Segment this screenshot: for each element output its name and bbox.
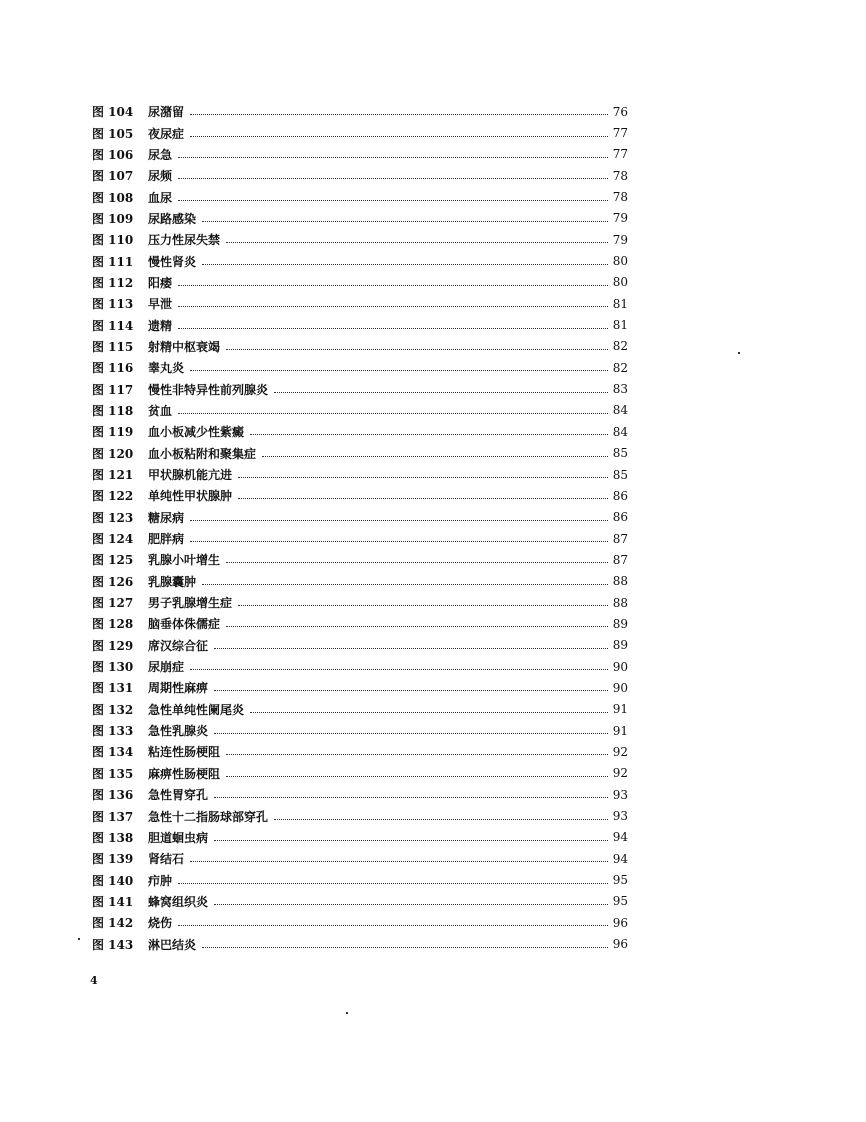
dot-leader: [274, 392, 608, 393]
dot-leader: [238, 498, 608, 499]
figure-label: 图 135: [92, 766, 134, 781]
dot-leader: [226, 754, 608, 755]
figure-label: 图 139: [92, 852, 134, 867]
figure-label: 图 113: [92, 297, 134, 312]
dot-leader: [202, 221, 608, 222]
figure-label: 图 133: [92, 724, 134, 739]
page-ref: 89: [612, 638, 628, 653]
dot-leader: [226, 349, 608, 350]
figure-label: 图 115: [92, 339, 134, 354]
figure-label: 图 111: [92, 254, 134, 269]
entry-title: 疖肿: [148, 873, 173, 888]
entry-title: 烧伤: [148, 916, 173, 931]
toc-entry: [92, 528, 628, 549]
figure-label: 图 125: [92, 553, 134, 568]
figure-label: 图 104: [92, 105, 134, 120]
page-ref: 82: [612, 360, 628, 375]
dot-leader: [226, 242, 608, 243]
figure-label: 图 118: [92, 403, 134, 418]
entry-title: 阳痿: [148, 275, 173, 290]
dot-leader: [262, 456, 608, 457]
entry-title: 粘连性肠梗阻: [148, 745, 221, 760]
page-ref: 78: [612, 168, 628, 183]
figure-label: 图 117: [92, 382, 134, 397]
dot-leader: [250, 434, 608, 435]
dot-leader: [178, 883, 608, 884]
page-ref: 93: [612, 787, 628, 802]
figure-label: 图 110: [92, 233, 134, 248]
toc-entry: [92, 250, 628, 271]
figure-label: 图 123: [92, 510, 134, 525]
toc-entry: [92, 165, 628, 186]
entry-title: 肾结石: [148, 852, 185, 867]
figure-label: 图 122: [92, 489, 134, 504]
page-ref: 94: [612, 851, 628, 866]
toc-entry: [92, 635, 628, 656]
entry-title: 席汉综合征: [148, 638, 209, 653]
page-ref: 85: [612, 446, 628, 461]
toc-entry: [92, 400, 628, 421]
entry-title: 急性胃穿孔: [148, 788, 209, 803]
page-number: 4: [90, 974, 98, 987]
dot-leader: [202, 947, 608, 948]
figure-label: 图 127: [92, 596, 134, 611]
toc-entry: [92, 314, 628, 335]
scan-speck: [738, 352, 740, 354]
toc-entry: [92, 656, 628, 677]
entry-title: 夜尿症: [148, 126, 185, 141]
dot-leader: [226, 562, 608, 563]
dot-leader: [178, 306, 608, 307]
page-ref: 83: [612, 382, 628, 397]
entry-title: 尿潴留: [148, 105, 185, 120]
page-ref: 96: [612, 937, 628, 952]
page-ref: 92: [612, 744, 628, 759]
toc-entry: [92, 378, 628, 399]
figure-label: 图 141: [92, 894, 134, 909]
dot-leader: [178, 157, 608, 158]
figure-index-list: [92, 101, 628, 955]
page-ref: 81: [612, 318, 628, 333]
entry-title: 血尿: [148, 190, 173, 205]
entry-title: 尿崩症: [148, 660, 185, 675]
dot-leader: [190, 669, 608, 670]
entry-title: 胆道蛔虫病: [148, 830, 209, 845]
toc-entry: [92, 869, 628, 890]
page-ref: 94: [612, 830, 628, 845]
page-ref: 95: [612, 873, 628, 888]
figure-label: 图 109: [92, 211, 134, 226]
toc-entry: [92, 784, 628, 805]
figure-label: 图 130: [92, 660, 134, 675]
figure-label: 图 120: [92, 446, 134, 461]
figure-label: 图 131: [92, 681, 134, 696]
page-ref: 78: [612, 190, 628, 205]
dot-leader: [214, 648, 608, 649]
entry-title: 慢性肾炎: [148, 254, 197, 269]
dot-leader: [190, 520, 608, 521]
toc-entry: [92, 507, 628, 528]
figure-label: 图 107: [92, 169, 134, 184]
dot-leader: [178, 285, 608, 286]
page-ref: 87: [612, 531, 628, 546]
figure-label: 图 124: [92, 532, 134, 547]
toc-entry: [92, 741, 628, 762]
entry-title: 尿急: [148, 147, 173, 162]
page-ref: 87: [612, 552, 628, 567]
entry-title: 麻痹性肠梗阻: [148, 766, 221, 781]
entry-title: 蜂窝组织炎: [148, 894, 209, 909]
page-ref: 76: [612, 104, 628, 119]
entry-title: 早泄: [148, 297, 173, 312]
entry-title: 糖尿病: [148, 510, 185, 525]
dot-leader: [214, 904, 608, 905]
entry-title: 乳腺小叶增生: [148, 553, 221, 568]
figure-label: 图 143: [92, 937, 134, 952]
dot-leader: [190, 370, 608, 371]
figure-label: 图 121: [92, 468, 134, 483]
page-ref: 77: [612, 126, 628, 141]
toc-entry: [92, 933, 628, 954]
figure-label: 图 119: [92, 425, 134, 440]
page-ref: 88: [612, 595, 628, 610]
figure-label: 图 138: [92, 830, 134, 845]
toc-entry: [92, 144, 628, 165]
entry-title: 淋巴结炎: [148, 937, 197, 952]
toc-entry: [92, 891, 628, 912]
dot-leader: [190, 114, 608, 115]
dot-leader: [274, 819, 608, 820]
entry-title: 急性乳腺炎: [148, 724, 209, 739]
dot-leader: [178, 178, 608, 179]
dot-leader: [214, 733, 608, 734]
toc-entry: [92, 101, 628, 122]
dot-leader: [226, 626, 608, 627]
page-ref: 91: [612, 723, 628, 738]
figure-label: 图 116: [92, 361, 134, 376]
entry-title: 周期性麻痹: [148, 681, 209, 696]
dot-leader: [190, 861, 608, 862]
entry-title: 尿路感染: [148, 211, 197, 226]
page-ref: 92: [612, 766, 628, 781]
page-ref: 79: [612, 211, 628, 226]
entry-title: 急性单纯性阑尾炎: [148, 702, 245, 717]
toc-entry: [92, 763, 628, 784]
dot-leader: [178, 925, 608, 926]
dot-leader: [178, 200, 608, 201]
page-ref: 89: [612, 616, 628, 631]
figure-label: 图 136: [92, 788, 134, 803]
toc-entry: [92, 336, 628, 357]
dot-leader: [214, 840, 608, 841]
toc-entry: [92, 827, 628, 848]
figure-label: 图 132: [92, 702, 134, 717]
page-ref: 84: [612, 403, 628, 418]
figure-label: 图 134: [92, 745, 134, 760]
toc-entry: [92, 720, 628, 741]
page-ref: 86: [612, 488, 628, 503]
toc-entry: [92, 357, 628, 378]
entry-title: 贫血: [148, 403, 173, 418]
toc-entry: [92, 293, 628, 314]
toc-entry: [92, 464, 628, 485]
toc-entry: [92, 613, 628, 634]
dot-leader: [190, 136, 608, 137]
page-ref: 80: [612, 254, 628, 269]
page-ref: 77: [612, 147, 628, 162]
page-ref: 90: [612, 659, 628, 674]
figure-label: 图 105: [92, 126, 134, 141]
entry-title: 肥胖病: [148, 532, 185, 547]
page-ref: 88: [612, 574, 628, 589]
page-ref: 84: [612, 424, 628, 439]
entry-title: 压力性尿失禁: [148, 233, 221, 248]
toc-entry: [92, 677, 628, 698]
page-ref: 95: [612, 894, 628, 909]
entry-title: 乳腺囊肿: [148, 574, 197, 589]
dot-leader: [214, 797, 608, 798]
figure-label: 图 137: [92, 809, 134, 824]
dot-leader: [238, 477, 608, 478]
dot-leader: [190, 541, 608, 542]
toc-entry: [92, 443, 628, 464]
figure-label: 图 112: [92, 275, 134, 290]
toc-entry: [92, 805, 628, 826]
dot-leader: [178, 413, 608, 414]
figure-label: 图 128: [92, 617, 134, 632]
entry-title: 睾丸炎: [148, 361, 185, 376]
toc-entry: [92, 699, 628, 720]
page-ref: 86: [612, 510, 628, 525]
dot-leader: [250, 712, 608, 713]
page-ref: 91: [612, 702, 628, 717]
page-ref: 90: [612, 680, 628, 695]
entry-title: 脑垂体侏儒症: [148, 617, 221, 632]
page-ref: 80: [612, 275, 628, 290]
toc-entry: [92, 186, 628, 207]
page-ref: 82: [612, 339, 628, 354]
scan-speck: [346, 1012, 348, 1014]
figure-label: 图 114: [92, 318, 134, 333]
figure-label: 图 126: [92, 574, 134, 589]
toc-entry: [92, 421, 628, 442]
toc-entry: [92, 229, 628, 250]
figure-label: 图 129: [92, 638, 134, 653]
entry-title: 血小板粘附和聚集症: [148, 446, 257, 461]
figure-label: 图 108: [92, 190, 134, 205]
scan-speck: [78, 938, 80, 940]
toc-entry: [92, 272, 628, 293]
entry-title: 男子乳腺增生症: [148, 596, 233, 611]
dot-leader: [226, 776, 608, 777]
toc-entry: [92, 122, 628, 143]
entry-title: 射精中枢衰竭: [148, 339, 221, 354]
page-ref: 81: [612, 296, 628, 311]
dot-leader: [238, 605, 608, 606]
toc-entry: [92, 571, 628, 592]
toc-entry: [92, 592, 628, 613]
toc-entry: [92, 912, 628, 933]
page-ref: 79: [612, 232, 628, 247]
figure-label: 图 140: [92, 873, 134, 888]
page-ref: 85: [612, 467, 628, 482]
entry-title: 急性十二指肠球部穿孔: [148, 809, 269, 824]
dot-leader: [202, 264, 608, 265]
toc-entry: [92, 848, 628, 869]
entry-title: 单纯性甲状腺肿: [148, 489, 233, 504]
toc-entry: [92, 485, 628, 506]
toc-entry: [92, 208, 628, 229]
entry-title: 尿频: [148, 169, 173, 184]
dot-leader: [202, 584, 608, 585]
page-ref: 93: [612, 809, 628, 824]
figure-label: 图 106: [92, 147, 134, 162]
page-ref: 96: [612, 915, 628, 930]
entry-title: 慢性非特异性前列腺炎: [148, 382, 269, 397]
figure-label: 图 142: [92, 916, 134, 931]
entry-title: 甲状腺机能亢进: [148, 468, 233, 483]
toc-entry: [92, 549, 628, 570]
entry-title: 血小板减少性紫癜: [148, 425, 245, 440]
dot-leader: [178, 328, 608, 329]
entry-title: 遗精: [148, 318, 173, 333]
dot-leader: [214, 690, 608, 691]
